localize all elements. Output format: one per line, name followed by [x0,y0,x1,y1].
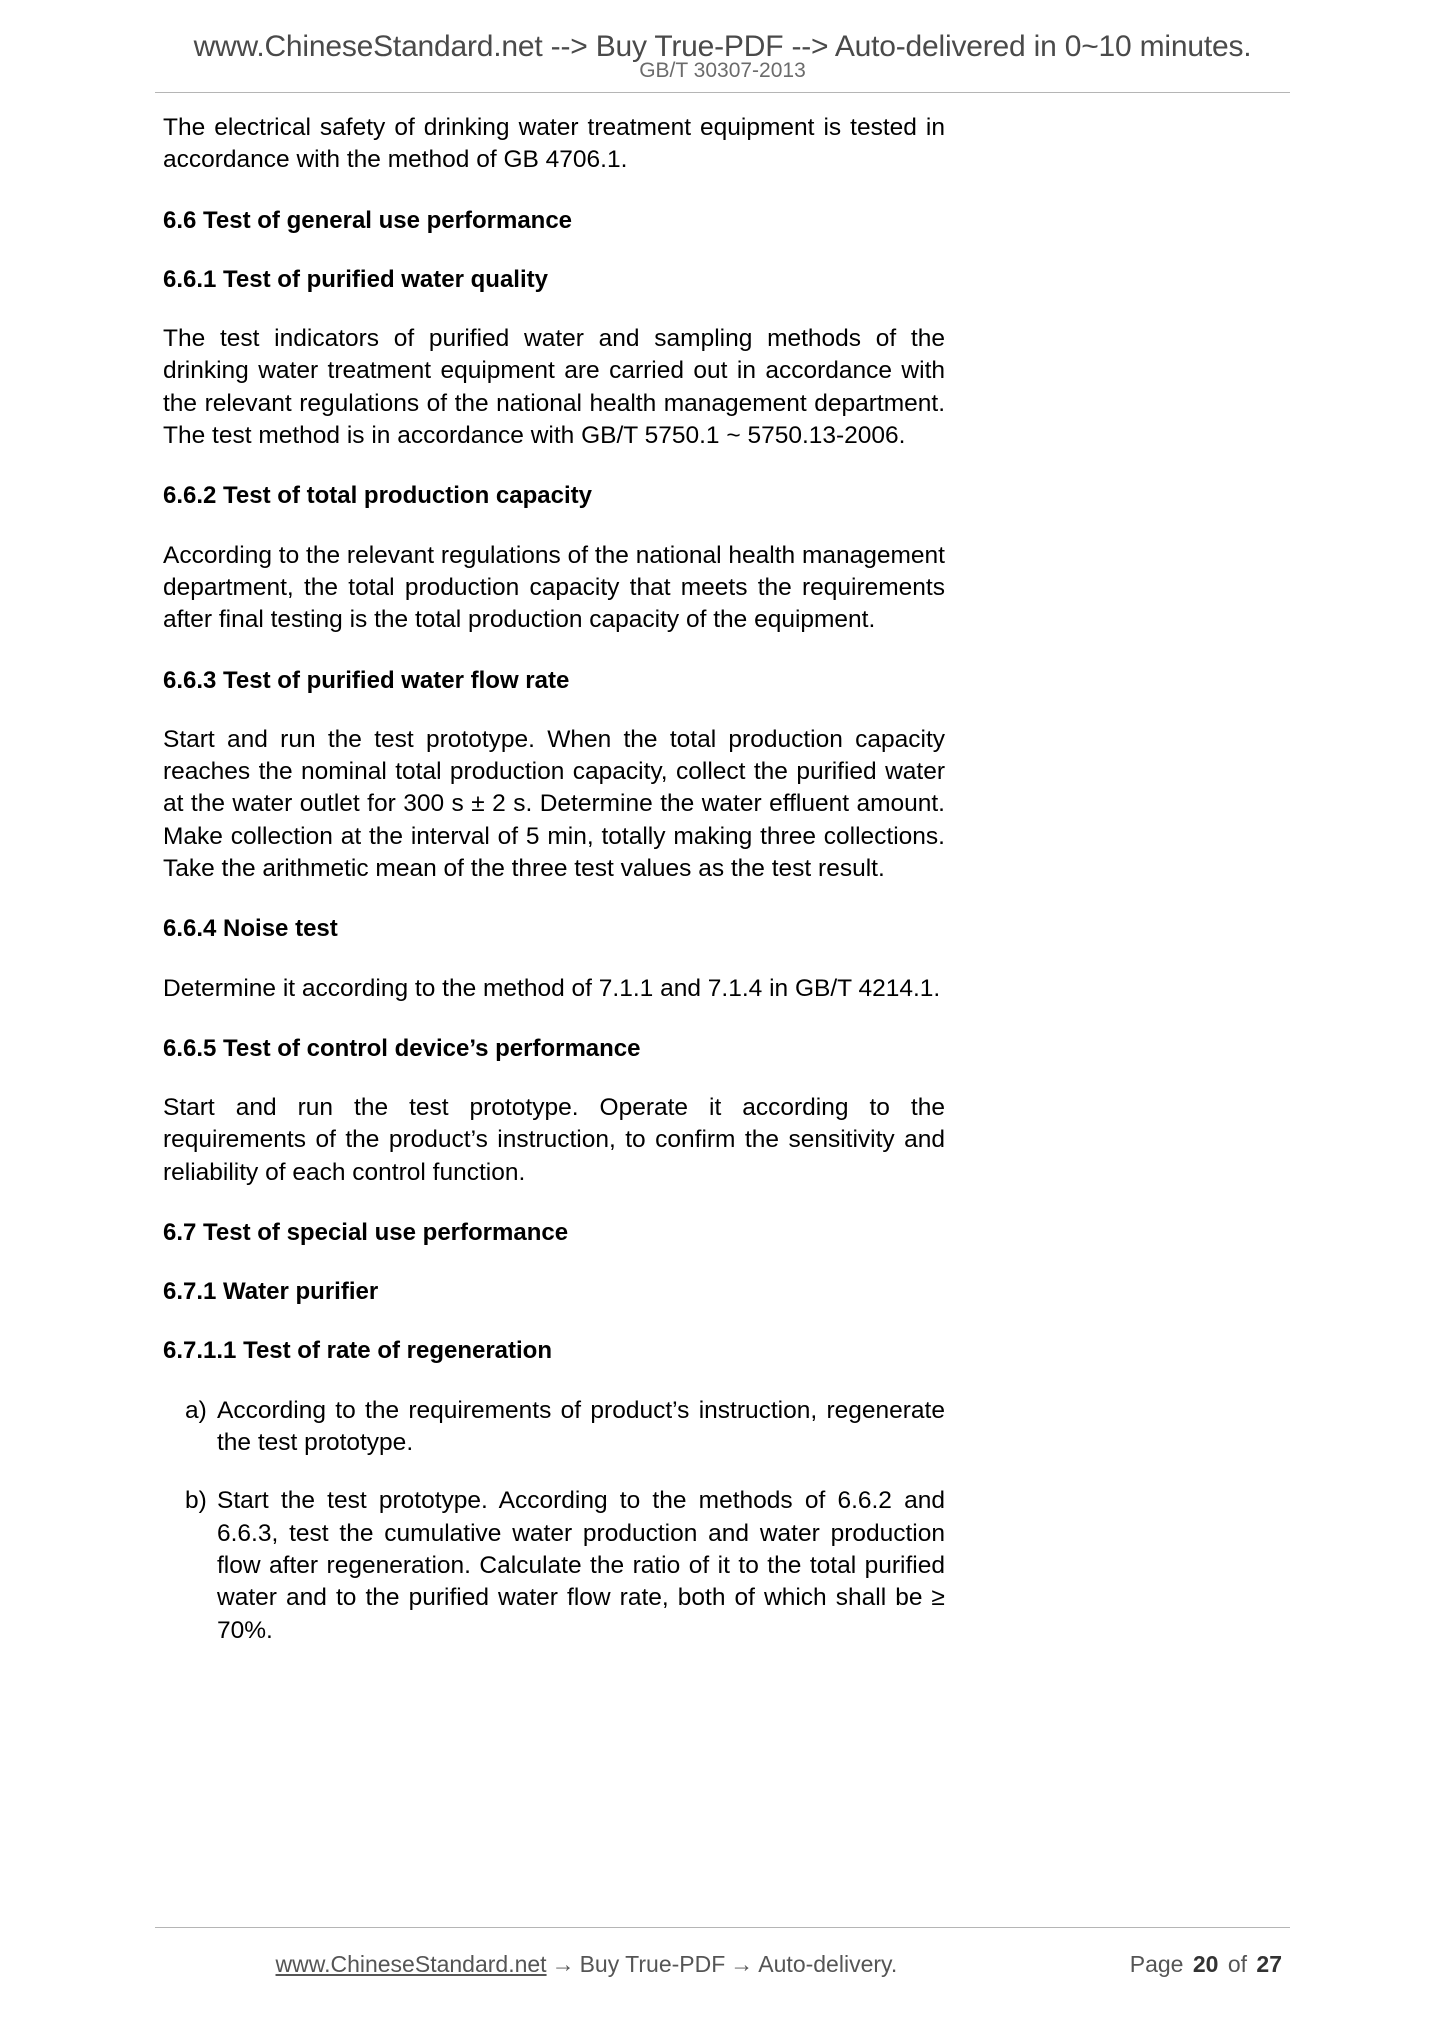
footer-promo [163,1951,1130,1978]
heading-6-6: 6.6 Test of general use performance [163,206,573,234]
page-indicator [1130,1951,1285,1978]
heading-6-6-3: 6.6.3 Test of purified water flow rate [163,666,570,694]
paragraph-intro: The electrical safety of drinking water treatment equipment is tested in accordance with the method of GB 4706.1. [163,114,945,174]
heading-6-7: 6.7 Test of special use performance [163,1219,569,1247]
heading-6-7-1: 6.7.1 Water purifier [163,1278,379,1306]
paragraph-6-6-4: Determine it according to the method of 7.1.1 and 7.1.4 in GB/T 4214.1. [163,974,941,1002]
paragraph-6-6-3: Start and run the test prototype. When the total production capacity reaches the nominal total production capacity, collect the purified water at the water outlet for 300 s ± 2 s. Determine the water effluent amount. Make collection at the interval of 5 min, totally making three collections. Take the arithmetic mean of the three test values as the test result. [163,725,945,883]
header-standard-code: GB/T 30307-2013 [639,59,806,82]
list-item-marker: a) [185,1396,207,1424]
list-item [163,1395,945,1460]
list-item-text: According to the requirements of product’s instruction, regenerate the test prototype. [217,1396,945,1456]
paragraph-6-6-2: According to the relevant regulations of the national health management department, the total production capacity that meets the requirements after final testing is the total production capacity of the equipment. [163,541,945,634]
heading-6-7-1-1: 6.7.1.1 Test of rate of regeneration [163,1337,553,1365]
heading-6-6-4: 6.6.4 Noise test [163,915,338,943]
heading-6-6-5: 6.6.5 Test of control device’s performance [163,1034,641,1062]
page-header [0,30,1445,82]
footer-delivery-label: Auto-delivery. [758,1951,898,1977]
page-label: Page [1129,1951,1184,1977]
paragraph-6-6-1: The test indicators of purified water and sampling methods of the drinking water treatment equipment are carried out in accordance with the relevant regulations of the national health management department. The test method is in accordance with GB/T 5750.1 ~ 5750.13-2006. [163,325,945,450]
footer-divider [155,1927,1290,1928]
list-item-text: Start the test prototype. According to the methods of 6.6.2 and 6.6.3, test the cumulative water production and water production flow after regeneration. Calculate the ratio of it to the total purified water and to the purified water flow rate, both of which shall be ≥ 70%. [217,1487,945,1644]
footer-arrow-icon-1: → [551,1951,575,1977]
list-item-marker: b) [185,1487,207,1515]
heading-6-6-1: 6.6.1 Test of purified water quality [163,265,548,293]
document-content [163,112,945,1673]
list-item [163,1485,945,1647]
regeneration-steps-list [163,1395,945,1647]
page-total: 27 [1256,1951,1282,1977]
footer-arrow-icon-2: → [730,1951,754,1977]
header-promo-text: www.ChineseStandard.net --> Buy True-PDF --> Auto-delivered in 0~10 minutes. [193,30,1252,63]
footer-buy-label: Buy True-PDF [579,1951,726,1977]
page-number: 20 [1192,1951,1219,1977]
page-footer [163,1951,1285,1978]
page-of-label: of [1227,1951,1248,1977]
heading-6-6-2: 6.6.2 Test of total production capacity [163,482,592,510]
header-divider [155,92,1290,93]
paragraph-6-6-5: Start and run the test prototype. Operate it according to the requirements of the product’s instruction, to confirm the sensitivity and reliability of each control function. [163,1094,945,1186]
footer-site-link[interactable]: www.ChineseStandard.net [275,1951,547,1977]
